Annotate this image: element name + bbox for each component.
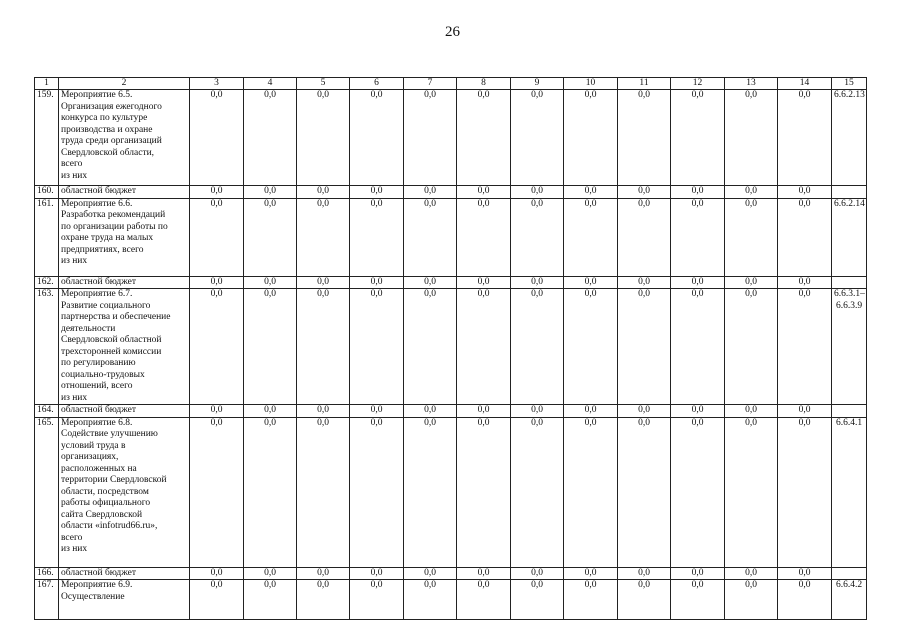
value-cell: 0,0	[244, 276, 297, 289]
value-cell: 0,0	[564, 90, 618, 186]
value-cell: 0,0	[618, 405, 671, 418]
row-description: Мероприятие 6.9. Осуществление	[59, 580, 190, 620]
value-cell: 0,0	[618, 198, 671, 276]
value-cell: 0,0	[725, 417, 778, 567]
value-cell: 0,0	[511, 276, 564, 289]
value-cell: 0,0	[671, 90, 725, 186]
value-cell: 0,0	[725, 405, 778, 418]
value-cell: 0,0	[511, 580, 564, 620]
table-row	[35, 90, 867, 186]
table-row	[35, 417, 867, 567]
page-number: 26	[445, 24, 460, 40]
row-number: 163.	[35, 289, 59, 405]
value-cell: 0,0	[350, 90, 404, 186]
value-cell: 0,0	[457, 90, 511, 186]
value-cell: 0,0	[350, 276, 404, 289]
value-cell: 0,0	[618, 90, 671, 186]
budget-table	[34, 77, 867, 620]
value-cell: 0,0	[457, 567, 511, 580]
value-cell: 0,0	[778, 405, 832, 418]
row-number: 164.	[35, 405, 59, 418]
target-code	[832, 276, 867, 289]
value-cell: 0,0	[725, 289, 778, 405]
value-cell: 0,0	[404, 580, 457, 620]
value-cell: 0,0	[725, 198, 778, 276]
value-cell: 0,0	[671, 417, 725, 567]
row-description: Мероприятие 6.5. Организация ежегодного конкурса по культуре производства и охране труда среди организаций Свердловской области, всего из них	[59, 90, 190, 186]
column-number-header: 10	[564, 78, 618, 90]
row-number: 167.	[35, 580, 59, 620]
column-number-header: 1	[35, 78, 59, 90]
value-cell: 0,0	[350, 417, 404, 567]
value-cell: 0,0	[297, 289, 350, 405]
value-cell: 0,0	[511, 90, 564, 186]
row-number: 166.	[35, 567, 59, 580]
value-cell: 0,0	[564, 276, 618, 289]
value-cell: 0,0	[778, 289, 832, 405]
row-number: 162.	[35, 276, 59, 289]
row-description: Мероприятие 6.7. Развитие социального партнерства и обеспечение деятельности Свердловской областной трехсторонней комиссии по регулированию социально-трудовых отношений, всего из них	[59, 289, 190, 405]
value-cell: 0,0	[457, 289, 511, 405]
row-number: 159.	[35, 90, 59, 186]
value-cell: 0,0	[404, 276, 457, 289]
value-cell: 0,0	[618, 417, 671, 567]
value-cell: 0,0	[297, 567, 350, 580]
value-cell: 0,0	[404, 417, 457, 567]
target-code: 6.6.4.1	[832, 417, 867, 567]
value-cell: 0,0	[404, 289, 457, 405]
row-description: областной бюджет	[59, 405, 190, 418]
value-cell: 0,0	[297, 580, 350, 620]
value-cell: 0,0	[618, 567, 671, 580]
column-number-header: 11	[618, 78, 671, 90]
value-cell: 0,0	[350, 405, 404, 418]
value-cell: 0,0	[404, 405, 457, 418]
column-number-header: 12	[671, 78, 725, 90]
value-cell: 0,0	[618, 580, 671, 620]
value-cell: 0,0	[725, 567, 778, 580]
value-cell: 0,0	[244, 567, 297, 580]
value-cell: 0,0	[297, 198, 350, 276]
column-number-header: 15	[832, 78, 867, 90]
value-cell: 0,0	[618, 276, 671, 289]
value-cell: 0,0	[564, 567, 618, 580]
table-row	[35, 289, 867, 405]
value-cell: 0,0	[564, 405, 618, 418]
value-cell: 0,0	[350, 198, 404, 276]
column-number-header: 3	[190, 78, 244, 90]
value-cell: 0,0	[671, 186, 725, 199]
value-cell: 0,0	[511, 417, 564, 567]
row-description: Мероприятие 6.8. Содействие улучшению условий труда в организациях, расположенных на территории Свердловской области, посредством работы официального сайта Свердловской области «infotrud66.ru», всего из них	[59, 417, 190, 567]
column-number-header: 14	[778, 78, 832, 90]
table-row	[35, 567, 867, 580]
value-cell: 0,0	[618, 289, 671, 405]
value-cell: 0,0	[511, 567, 564, 580]
row-number: 161.	[35, 198, 59, 276]
value-cell: 0,0	[511, 405, 564, 418]
value-cell: 0,0	[511, 186, 564, 199]
value-cell: 0,0	[244, 289, 297, 405]
target-code: 6.6.2.14	[832, 198, 867, 276]
column-number-row	[35, 78, 867, 90]
value-cell: 0,0	[671, 198, 725, 276]
value-cell: 0,0	[564, 186, 618, 199]
value-cell: 0,0	[671, 405, 725, 418]
value-cell: 0,0	[511, 289, 564, 405]
value-cell: 0,0	[404, 567, 457, 580]
value-cell: 0,0	[190, 276, 244, 289]
value-cell: 0,0	[297, 186, 350, 199]
value-cell: 0,0	[190, 567, 244, 580]
value-cell: 0,0	[778, 90, 832, 186]
column-number-header: 4	[244, 78, 297, 90]
column-number-header: 9	[511, 78, 564, 90]
value-cell: 0,0	[244, 405, 297, 418]
table-row	[35, 405, 867, 418]
value-cell: 0,0	[725, 90, 778, 186]
value-cell: 0,0	[671, 580, 725, 620]
value-cell: 0,0	[404, 90, 457, 186]
value-cell: 0,0	[564, 289, 618, 405]
value-cell: 0,0	[725, 276, 778, 289]
value-cell: 0,0	[350, 186, 404, 199]
column-number-header: 8	[457, 78, 511, 90]
target-code: 6.6.2.13	[832, 90, 867, 186]
value-cell: 0,0	[350, 289, 404, 405]
row-description: областной бюджет	[59, 186, 190, 199]
value-cell: 0,0	[457, 186, 511, 199]
column-number-header: 13	[725, 78, 778, 90]
value-cell: 0,0	[778, 567, 832, 580]
value-cell: 0,0	[190, 186, 244, 199]
target-code	[832, 186, 867, 199]
value-cell: 0,0	[778, 417, 832, 567]
value-cell: 0,0	[190, 198, 244, 276]
value-cell: 0,0	[457, 580, 511, 620]
value-cell: 0,0	[778, 198, 832, 276]
value-cell: 0,0	[778, 580, 832, 620]
table-row	[35, 276, 867, 289]
column-number-header: 7	[404, 78, 457, 90]
row-number: 160.	[35, 186, 59, 199]
column-number-header: 5	[297, 78, 350, 90]
row-number: 165.	[35, 417, 59, 567]
value-cell: 0,0	[457, 405, 511, 418]
row-description: Мероприятие 6.6. Разработка рекомендаций по организации работы по охране труда на малых предприятиях, всего из них	[59, 198, 190, 276]
value-cell: 0,0	[190, 417, 244, 567]
value-cell: 0,0	[244, 580, 297, 620]
value-cell: 0,0	[244, 90, 297, 186]
target-code	[832, 405, 867, 418]
value-cell: 0,0	[457, 276, 511, 289]
value-cell: 0,0	[244, 186, 297, 199]
table-row	[35, 580, 867, 620]
row-description: областной бюджет	[59, 567, 190, 580]
value-cell: 0,0	[297, 417, 350, 567]
target-code	[832, 567, 867, 580]
row-description: областной бюджет	[59, 276, 190, 289]
value-cell: 0,0	[778, 186, 832, 199]
value-cell: 0,0	[457, 417, 511, 567]
value-cell: 0,0	[190, 90, 244, 186]
value-cell: 0,0	[190, 405, 244, 418]
value-cell: 0,0	[778, 276, 832, 289]
value-cell: 0,0	[404, 186, 457, 199]
value-cell: 0,0	[564, 417, 618, 567]
value-cell: 0,0	[671, 289, 725, 405]
value-cell: 0,0	[564, 198, 618, 276]
target-code: 6.6.3.1– 6.6.3.9	[832, 289, 867, 405]
value-cell: 0,0	[671, 567, 725, 580]
value-cell: 0,0	[297, 90, 350, 186]
value-cell: 0,0	[725, 186, 778, 199]
value-cell: 0,0	[350, 567, 404, 580]
value-cell: 0,0	[297, 276, 350, 289]
value-cell: 0,0	[618, 186, 671, 199]
value-cell: 0,0	[244, 417, 297, 567]
table-body	[35, 78, 867, 620]
table-row	[35, 198, 867, 276]
value-cell: 0,0	[190, 580, 244, 620]
value-cell: 0,0	[564, 580, 618, 620]
column-number-header: 2	[59, 78, 190, 90]
value-cell: 0,0	[725, 580, 778, 620]
table-row	[35, 186, 867, 199]
column-number-header: 6	[350, 78, 404, 90]
value-cell: 0,0	[457, 198, 511, 276]
value-cell: 0,0	[350, 580, 404, 620]
value-cell: 0,0	[244, 198, 297, 276]
value-cell: 0,0	[671, 276, 725, 289]
target-code: 6.6.4.2	[832, 580, 867, 620]
value-cell: 0,0	[404, 198, 457, 276]
value-cell: 0,0	[297, 405, 350, 418]
value-cell: 0,0	[190, 289, 244, 405]
value-cell: 0,0	[511, 198, 564, 276]
